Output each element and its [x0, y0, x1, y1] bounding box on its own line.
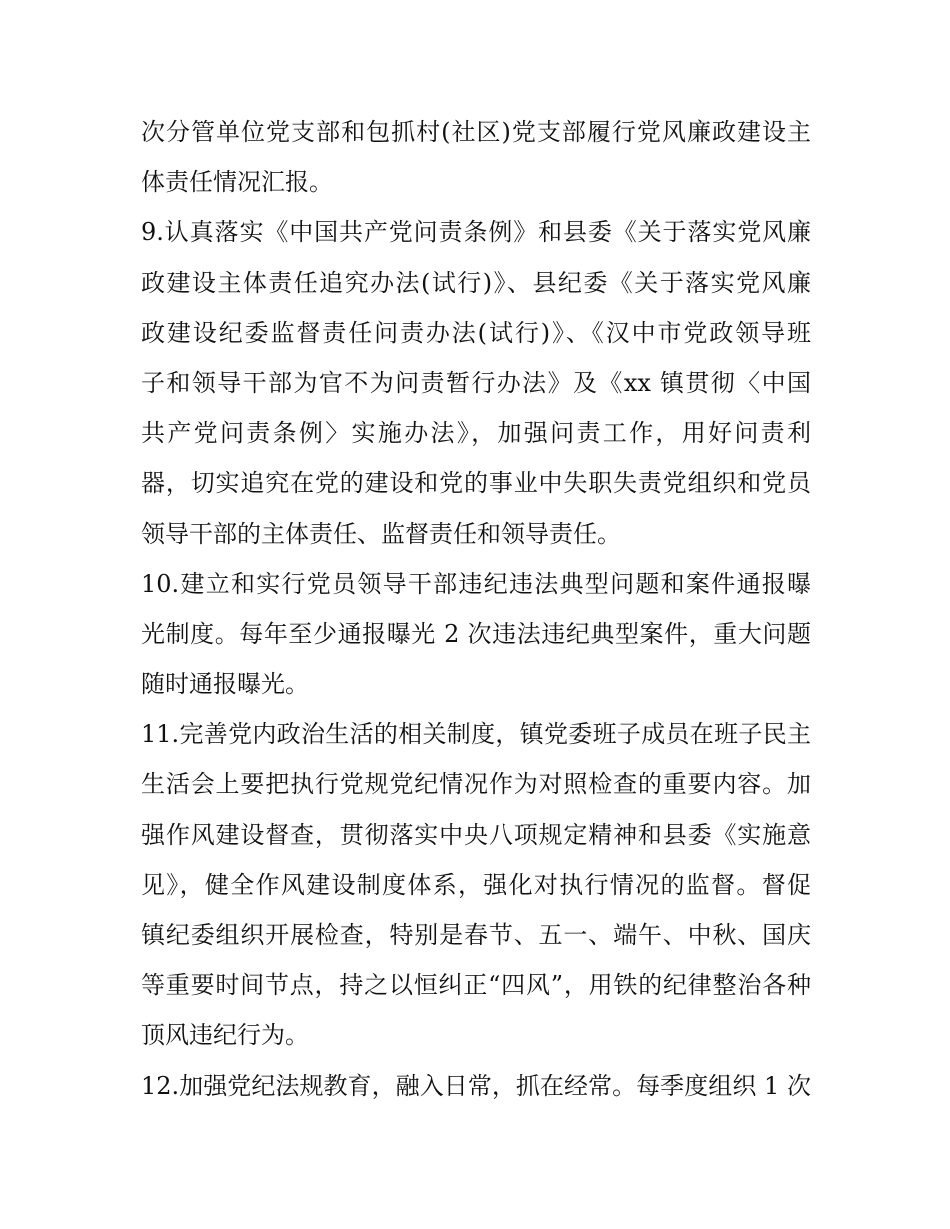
text-line: 顶风违纪行为。	[141, 1021, 309, 1050]
text-line: 等重要时间节点，持之以恒纠正“四风”，用铁的纪律整治各种	[141, 971, 811, 1000]
text-line: 政建设纪委监督责任问责办法(试行)》、《汉中市党政领导班	[141, 318, 811, 347]
text-line: 次分管单位党支部和包抓村(社区)党支部履行党风廉政建设主	[141, 118, 811, 146]
text-line: 10.建立和实行党员领导干部违纪违法典型问题和案件通报曝	[141, 569, 811, 598]
text-line: 子和领导干部为官不为问责暂行办法》及《xx 镇贯彻〈中国	[141, 368, 811, 397]
text-line: 强作风建设督查，贯彻落实中央八项规定精神和县委《实施意	[141, 820, 811, 849]
text-line: 11.完善党内政治生活的相关制度，镇党委班子成员在班子民主	[141, 720, 811, 749]
document-body-text	[141, 107, 811, 1111]
text-line: 12.加强党纪法规教育，融入日常，抓在经常。每季度组织 1 次	[141, 1071, 811, 1100]
text-line: 随时通报曝光。	[141, 670, 309, 699]
text-line: 见》，健全作风建设制度体系，强化对执行情况的监督。督促	[141, 870, 811, 899]
text-line: 政建设主体责任追究办法(试行)》、县纪委《关于落实党风廉	[141, 268, 811, 297]
text-line: 器，切实追究在党的建设和党的事业中失职失责党组织和党员	[141, 469, 811, 498]
text-line: 共产党问责条例〉实施办法》，加强问责工作，用好问责利	[141, 419, 811, 448]
text-line: 领导干部的主体责任、监督责任和领导责任。	[141, 519, 621, 548]
text-line: 体责任情况汇报。	[141, 168, 333, 197]
text-line: 9.认真落实《中国共产党问责条例》和县委《关于落实党风廉	[141, 218, 811, 247]
text-line: 镇纪委组织开展检查，特别是春节、五一、端午、中秋、国庆	[141, 921, 811, 949]
text-line: 光制度。每年至少通报曝光 2 次违法违纪典型案件，重大问题	[141, 619, 811, 648]
text-line: 生活会上要把执行党规党纪情况作为对照检查的重要内容。加	[141, 770, 811, 799]
